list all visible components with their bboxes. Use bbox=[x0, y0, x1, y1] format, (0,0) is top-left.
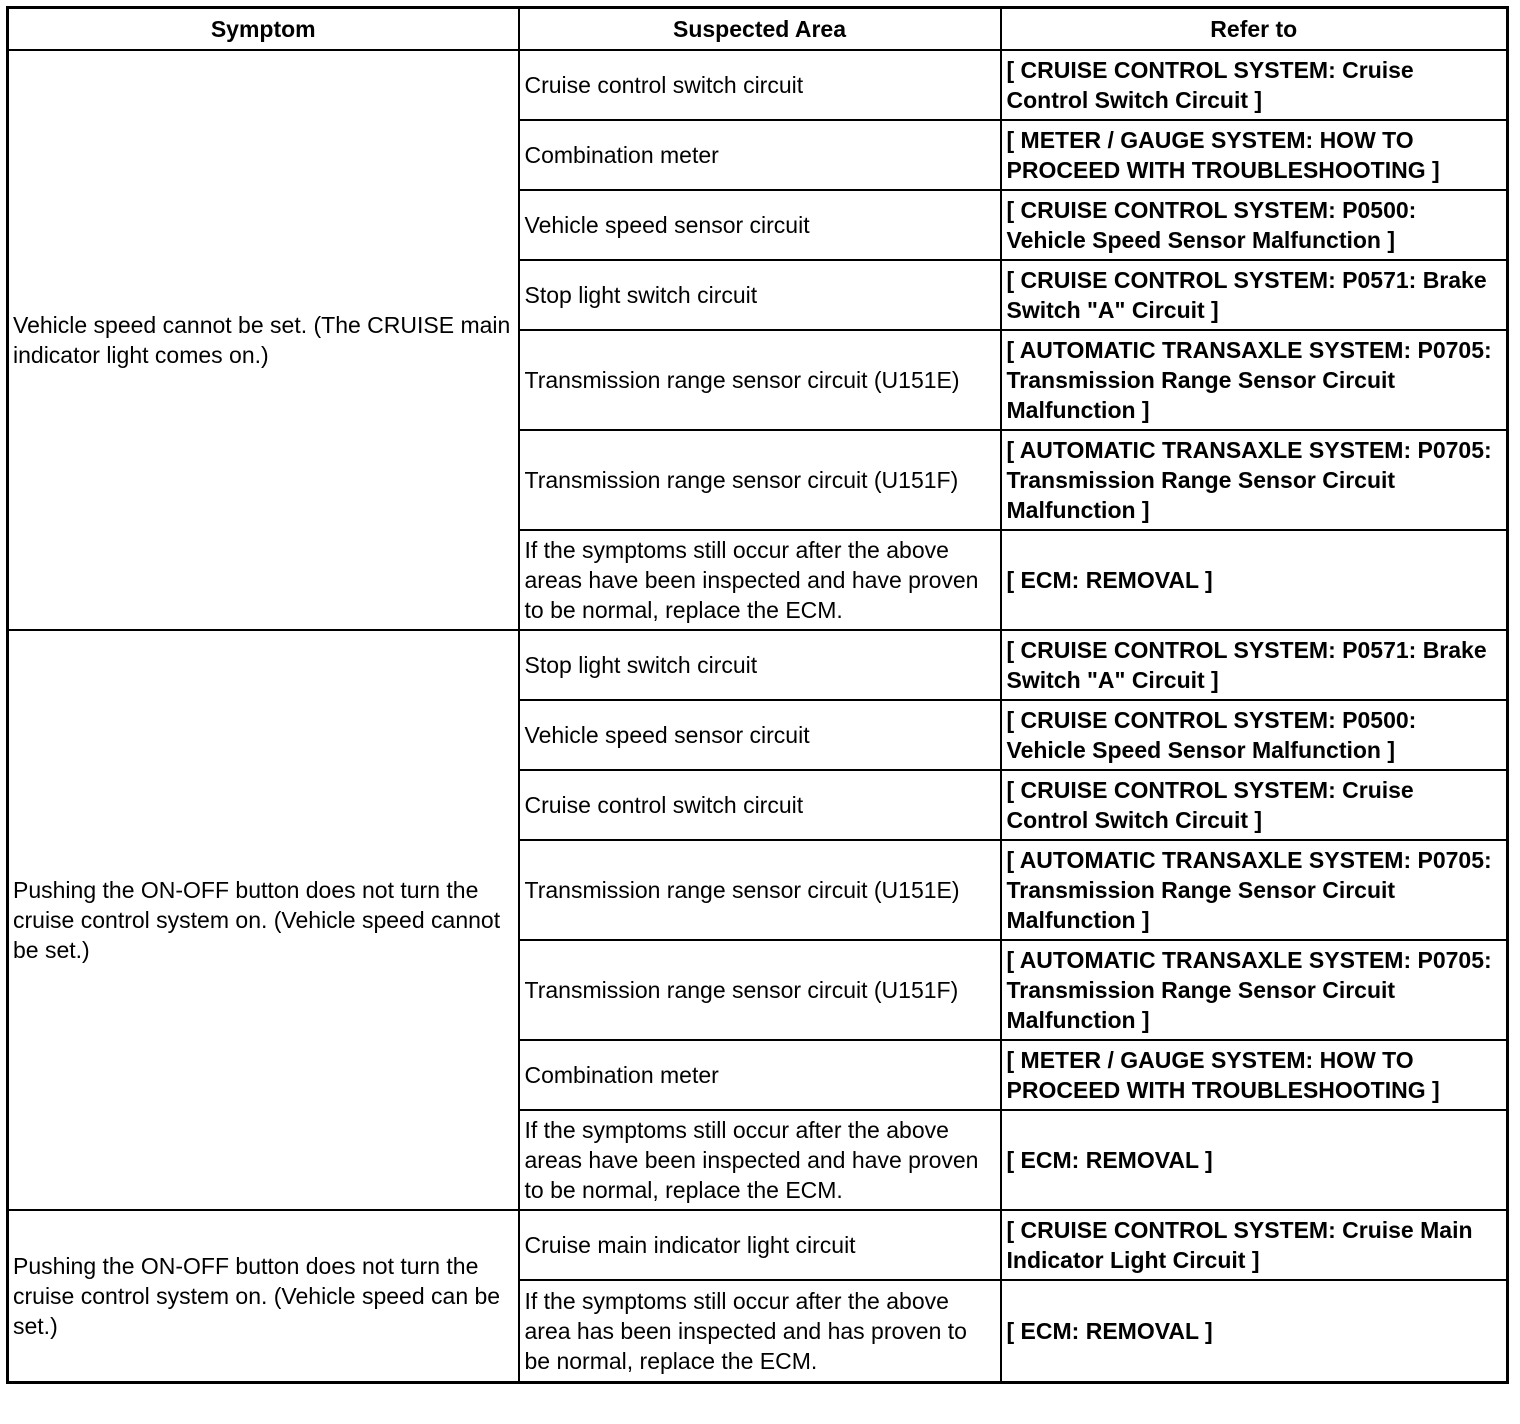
suspected-area-cell: Transmission range sensor circuit (U151F) bbox=[519, 430, 1001, 530]
refer-to-cell: [ CRUISE CONTROL SYSTEM: P0500: Vehicle Speed Sensor Malfunction ] bbox=[1001, 700, 1508, 770]
refer-to-cell: [ AUTOMATIC TRANSAXLE SYSTEM: P0705: Transmission Range Sensor Circuit Malfunction ] bbox=[1001, 330, 1508, 430]
refer-to-cell: [ METER / GAUGE SYSTEM: HOW TO PROCEED WITH TROUBLESHOOTING ] bbox=[1001, 120, 1508, 190]
refer-to-cell: [ AUTOMATIC TRANSAXLE SYSTEM: P0705: Transmission Range Sensor Circuit Malfunction ] bbox=[1001, 430, 1508, 530]
suspected-area-cell: Transmission range sensor circuit (U151E) bbox=[519, 840, 1001, 940]
suspected-area-cell: Stop light switch circuit bbox=[519, 260, 1001, 330]
refer-to-cell: [ CRUISE CONTROL SYSTEM: Cruise Control Switch Circuit ] bbox=[1001, 50, 1508, 120]
refer-to-cell: [ ECM: REMOVAL ] bbox=[1001, 530, 1508, 630]
suspected-area-cell: Cruise control switch circuit bbox=[519, 770, 1001, 840]
refer-to-cell: [ METER / GAUGE SYSTEM: HOW TO PROCEED WITH TROUBLESHOOTING ] bbox=[1001, 1040, 1508, 1110]
table-row bbox=[8, 50, 1508, 120]
suspected-area-cell: Cruise main indicator light circuit bbox=[519, 1210, 1001, 1280]
suspected-area-cell: If the symptoms still occur after the above areas have been inspected and have proven to be normal, replace the ECM. bbox=[519, 1110, 1001, 1210]
suspected-area-cell: Combination meter bbox=[519, 120, 1001, 190]
refer-to-cell: [ AUTOMATIC TRANSAXLE SYSTEM: P0705: Transmission Range Sensor Circuit Malfunction ] bbox=[1001, 940, 1508, 1040]
table-row bbox=[8, 630, 1508, 700]
symptom-cell: Vehicle speed cannot be set. (The CRUISE main indicator light comes on.) bbox=[8, 50, 519, 630]
suspected-area-cell: Combination meter bbox=[519, 1040, 1001, 1110]
suspected-area-cell: Transmission range sensor circuit (U151F) bbox=[519, 940, 1001, 1040]
refer-to-cell: [ CRUISE CONTROL SYSTEM: Cruise Main Indicator Light Circuit ] bbox=[1001, 1210, 1508, 1280]
suspected-area-cell: If the symptoms still occur after the above area has been inspected and has proven to be normal, replace the ECM. bbox=[519, 1280, 1001, 1383]
symptom-cell: Pushing the ON-OFF button does not turn the cruise control system on. (Vehicle speed can be set.) bbox=[8, 1210, 519, 1383]
refer-to-cell: [ AUTOMATIC TRANSAXLE SYSTEM: P0705: Transmission Range Sensor Circuit Malfunction ] bbox=[1001, 840, 1508, 940]
suspected-area-cell: Vehicle speed sensor circuit bbox=[519, 190, 1001, 260]
refer-to-cell: [ ECM: REMOVAL ] bbox=[1001, 1280, 1508, 1383]
troubleshooting-table bbox=[6, 6, 1509, 1384]
header-row bbox=[8, 8, 1508, 51]
suspected-area-cell: Cruise control switch circuit bbox=[519, 50, 1001, 120]
header-refer-to: Refer to bbox=[1001, 8, 1508, 51]
refer-to-cell: [ CRUISE CONTROL SYSTEM: P0571: Brake Switch "A" Circuit ] bbox=[1001, 630, 1508, 700]
refer-to-cell: [ ECM: REMOVAL ] bbox=[1001, 1110, 1508, 1210]
refer-to-cell: [ CRUISE CONTROL SYSTEM: Cruise Control Switch Circuit ] bbox=[1001, 770, 1508, 840]
table-row bbox=[8, 1210, 1508, 1280]
symptom-cell: Pushing the ON-OFF button does not turn the cruise control system on. (Vehicle speed cannot be set.) bbox=[8, 630, 519, 1210]
header-symptom: Symptom bbox=[8, 8, 519, 51]
suspected-area-cell: Transmission range sensor circuit (U151E) bbox=[519, 330, 1001, 430]
refer-to-cell: [ CRUISE CONTROL SYSTEM: P0500: Vehicle Speed Sensor Malfunction ] bbox=[1001, 190, 1508, 260]
refer-to-cell: [ CRUISE CONTROL SYSTEM: P0571: Brake Switch "A" Circuit ] bbox=[1001, 260, 1508, 330]
header-suspected-area: Suspected Area bbox=[519, 8, 1001, 51]
suspected-area-cell: Stop light switch circuit bbox=[519, 630, 1001, 700]
suspected-area-cell: Vehicle speed sensor circuit bbox=[519, 700, 1001, 770]
suspected-area-cell: If the symptoms still occur after the above areas have been inspected and have proven to be normal, replace the ECM. bbox=[519, 530, 1001, 630]
